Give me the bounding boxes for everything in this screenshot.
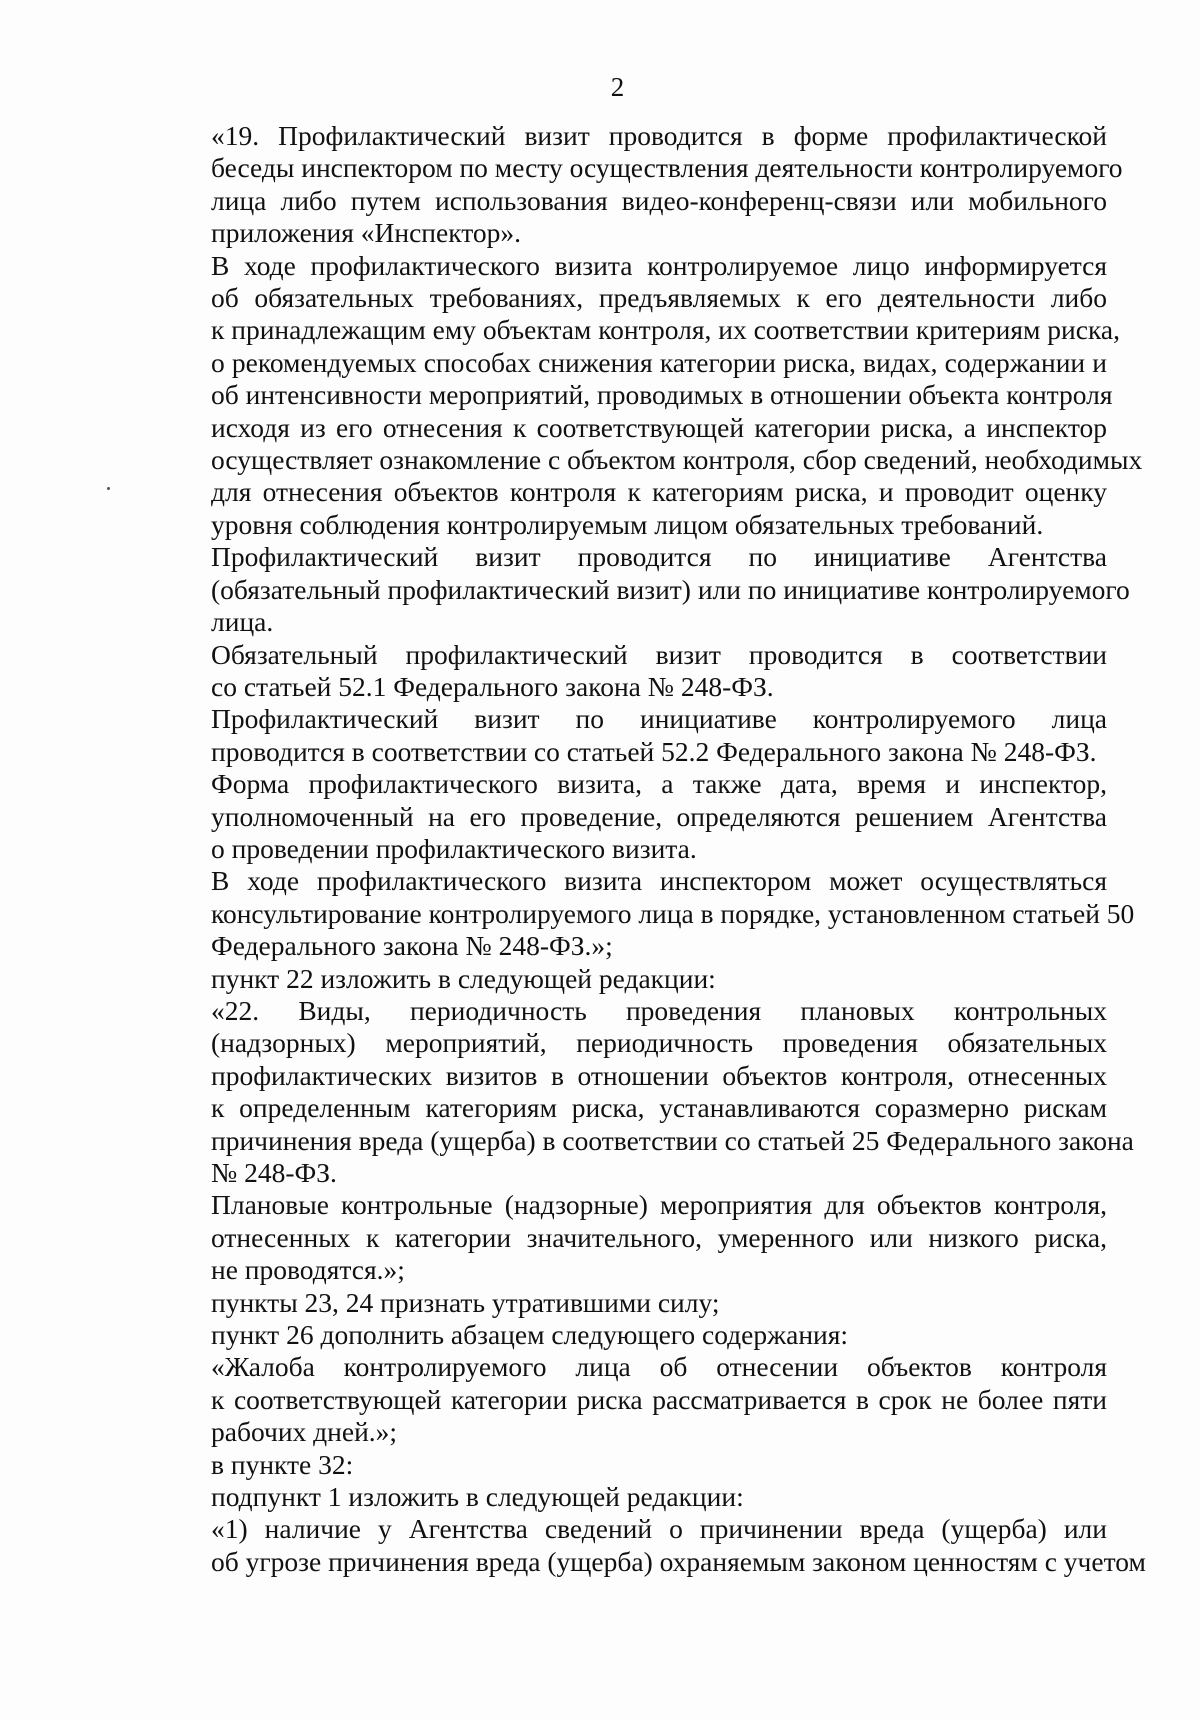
paragraph	[141, 963, 1107, 995]
text-line: пункт 22 изложить в следующей редакции:	[211, 962, 716, 994]
text-line: уровня соблюдения контролируемым лицом обязательных требований.	[211, 508, 1044, 540]
text-line: № 248-ФЗ.	[211, 1157, 337, 1188]
paragraph	[141, 1189, 1107, 1286]
paragraph	[141, 1287, 1107, 1319]
text-line: о проведении профилактического визита.	[211, 832, 697, 864]
text-line: (обязательный профилактический визит) или по инициативе контролируемого	[211, 573, 1130, 605]
text-line: беседы инспектором по месту осуществления деятельности контролируемого	[211, 152, 1123, 184]
text-line: отнесенных к категории значительного, умеренного или низкого риска,	[211, 1221, 1107, 1253]
text-line: исходя из его отнесения к соответствующей категории риска, а инспектор	[211, 411, 1107, 443]
text-line: к соответствующей категории риска рассматривается в срок не более пяти	[211, 1383, 1107, 1415]
text-line: со статьей 52.1 Федерального закона № 248-ФЗ.	[211, 670, 774, 702]
document-body	[141, 120, 1146, 1578]
text-line: не проводятся.»;	[211, 1254, 405, 1286]
paragraph	[141, 1513, 1146, 1578]
scan-artifact-dot	[107, 487, 110, 490]
text-line: лица.	[211, 606, 274, 638]
text-line: профилактических визитов в отношении объектов контроля, отнесенных	[211, 1059, 1107, 1091]
text-line: Федерального закона № 248-ФЗ.»;	[211, 930, 613, 962]
text-line: консультирование контролируемого лица в порядке, установленном статьей 50	[211, 897, 1135, 929]
text-line: приложения «Инспектор».	[211, 217, 522, 249]
text-line: для отнесения объектов контроля к категориям риска, и проводит оценку	[211, 476, 1107, 508]
paragraph	[141, 120, 1123, 250]
text-line: проводится в соответствии со статьей 52.2 Федерального закона № 248-ФЗ.	[211, 735, 1097, 767]
paragraph	[141, 1449, 1107, 1481]
text-line: об интенсивности мероприятий, проводимых в отношении объекта контроля	[211, 379, 1113, 411]
text-line: подпункт 1 изложить в следующей редакции:	[211, 1481, 744, 1513]
text-line: Плановые контрольные (надзорные) мероприятия для объектов контроля,	[211, 1189, 1107, 1221]
paragraph	[141, 703, 1107, 768]
paragraph	[141, 1319, 1107, 1351]
paragraph	[141, 768, 1107, 865]
paragraph	[141, 1481, 1107, 1513]
text-line: о рекомендуемых способах снижения категории риска, видах, содержании и	[211, 346, 1107, 378]
text-line: В ходе профилактического визита контролируемое лицо информируется	[211, 249, 1107, 281]
paragraph	[141, 865, 1135, 962]
text-line: Профилактический визит проводится по инициативе Агентства	[211, 541, 1107, 573]
text-line: осуществляет ознакомление с объектом контроля, сбор сведений, необходимых	[211, 444, 1143, 476]
text-line: «22. Виды, периодичность проведения плановых контрольных	[211, 994, 1107, 1026]
text-line: (надзорных) мероприятий, периодичность проведения обязательных	[211, 1027, 1107, 1059]
text-line: Форма профилактического визита, а также дата, время и инспектор,	[211, 768, 1107, 800]
text-line: рабочих дней.»;	[211, 1416, 398, 1448]
text-line: В ходе профилактического визита инспектором может осуществляться	[211, 865, 1107, 897]
paragraph	[141, 1351, 1107, 1448]
paragraph	[141, 541, 1130, 638]
text-line: причинения вреда (ущерба) в соответствии со статьей 25 Федерального закона	[211, 1124, 1134, 1156]
text-line: пункт 26 дополнить абзацем следующего содержания:	[211, 1319, 849, 1351]
text-line: Обязательный профилактический визит проводится в соответствии	[211, 638, 1107, 670]
paragraph	[141, 249, 1143, 542]
text-line: об обязательных требованиях, предъявляемых к его деятельности либо	[211, 282, 1107, 314]
text-line: к принадлежащим ему объектам контроля, их соответствии критериям риска,	[211, 314, 1120, 346]
text-line: уполномоченный на его проведение, определяются решением Агентства	[211, 800, 1107, 832]
paragraph	[141, 994, 1134, 1189]
page-number: 2	[610, 72, 625, 102]
text-line: об угрозе причинения вреда (ущерба) охраняемым законом ценностям с учетом	[211, 1545, 1146, 1577]
text-line: лица либо путем использования видео-конференц-связи или мобильного	[211, 184, 1107, 216]
paragraph	[141, 639, 1107, 704]
text-line: к определенным категориям риска, устанавливаются соразмерно рискам	[211, 1092, 1107, 1124]
text-line: пункты 23, 24 признать утратившими силу;	[211, 1286, 720, 1318]
text-line: Профилактический визит по инициативе контролируемого лица	[211, 703, 1107, 735]
text-line: «Жалоба контролируемого лица об отнесении объектов контроля	[211, 1351, 1107, 1383]
text-line: в пункте 32:	[211, 1448, 354, 1480]
text-line: «1) наличие у Агентства сведений о причинении вреда (ущерба) или	[211, 1513, 1107, 1545]
text-line: «19. Профилактический визит проводится в форме профилактической	[211, 120, 1107, 151]
